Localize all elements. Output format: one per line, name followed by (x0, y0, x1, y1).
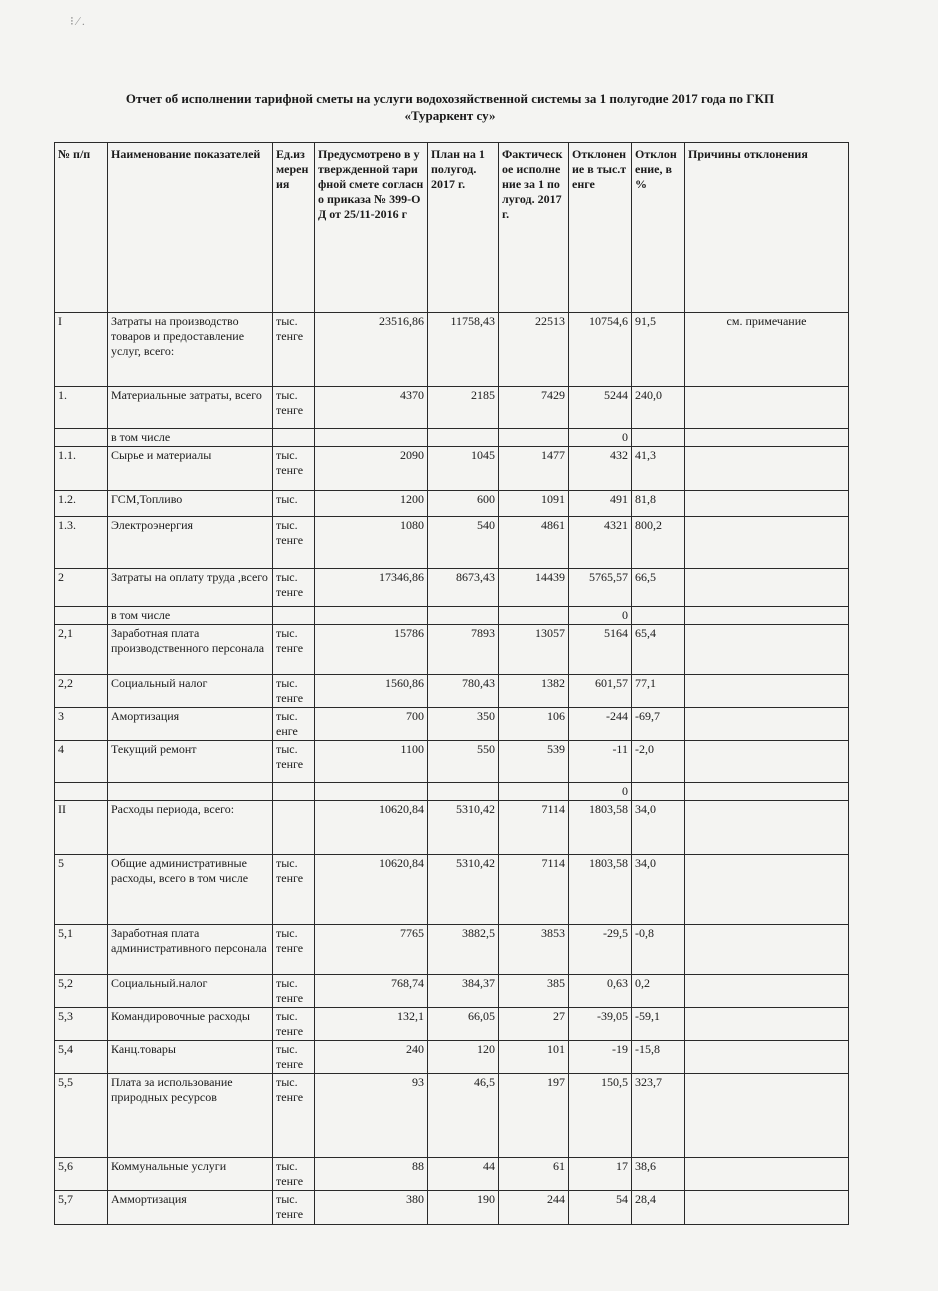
row-plan: 780,43 (428, 675, 499, 708)
row-deviation-abs: -39,05 (569, 1008, 632, 1041)
row-deviation-pct: 34,0 (632, 801, 685, 855)
row-plan (428, 429, 499, 447)
row-unit: тыс. тенге (273, 1158, 315, 1191)
row-plan: 8673,43 (428, 569, 499, 607)
row-plan: 2185 (428, 387, 499, 429)
row-deviation-abs: 1803,58 (569, 801, 632, 855)
row-deviation-pct: -2,0 (632, 741, 685, 783)
row-reason (685, 741, 849, 783)
row-name: Социальный.налог (108, 975, 273, 1008)
row-plan: 5310,42 (428, 801, 499, 855)
row-plan: 1045 (428, 447, 499, 491)
row-unit: тыс. тенге (273, 741, 315, 783)
row-no: 1.2. (55, 491, 108, 517)
row-plan: 190 (428, 1191, 499, 1225)
table-row (55, 855, 849, 925)
row-no: 5,3 (55, 1008, 108, 1041)
row-no: 5,2 (55, 975, 108, 1008)
row-no: 5,6 (55, 1158, 108, 1191)
row-name: Канц.товары (108, 1041, 273, 1074)
row-name: Амортизация (108, 708, 273, 741)
row-name: Заработная плата административного персонала (108, 925, 273, 975)
row-reason (685, 491, 849, 517)
row-no: 3 (55, 708, 108, 741)
row-deviation-abs: 491 (569, 491, 632, 517)
row-name: Социальный налог (108, 675, 273, 708)
row-name: ГСМ,Топливо (108, 491, 273, 517)
row-planned: 23516,86 (315, 313, 428, 387)
row-reason (685, 975, 849, 1008)
row-name: Общие административные расходы, всего в том числе (108, 855, 273, 925)
row-unit (273, 801, 315, 855)
row-deviation-pct: -15,8 (632, 1041, 685, 1074)
row-unit: тыс. тенге (273, 313, 315, 387)
row-actual: 1091 (499, 491, 569, 517)
row-deviation-pct: 41,3 (632, 447, 685, 491)
row-planned: 1080 (315, 517, 428, 569)
row-deviation-pct: 800,2 (632, 517, 685, 569)
table-row (55, 625, 849, 675)
table-row (55, 313, 849, 387)
row-deviation-abs: -19 (569, 1041, 632, 1074)
table-row (55, 1041, 849, 1074)
row-actual: 22513 (499, 313, 569, 387)
row-plan: 66,05 (428, 1008, 499, 1041)
table-row (55, 801, 849, 855)
row-unit: тыс. тенге (273, 1191, 315, 1225)
row-name: Расходы периода, всего: (108, 801, 273, 855)
row-name: в том числе (108, 429, 273, 447)
header-deviation-abs: Отклонение в тыс.тенге (569, 143, 632, 313)
row-actual: 1477 (499, 447, 569, 491)
row-planned: 10620,84 (315, 855, 428, 925)
row-deviation-abs: 150,5 (569, 1074, 632, 1158)
row-no: 1.1. (55, 447, 108, 491)
row-plan: 600 (428, 491, 499, 517)
row-name: Электроэнергия (108, 517, 273, 569)
row-unit (273, 429, 315, 447)
row-planned: 1200 (315, 491, 428, 517)
row-plan: 540 (428, 517, 499, 569)
row-actual: 4861 (499, 517, 569, 569)
row-actual: 101 (499, 1041, 569, 1074)
row-reason (685, 675, 849, 708)
row-deviation-pct: 65,4 (632, 625, 685, 675)
row-deviation-pct: -59,1 (632, 1008, 685, 1041)
tariff-report-table (54, 142, 849, 1225)
row-name: Материальные затраты, всего (108, 387, 273, 429)
row-deviation-abs: 432 (569, 447, 632, 491)
row-unit: тыс. тенге (273, 387, 315, 429)
row-unit: тыс. тенге (273, 625, 315, 675)
row-plan: 550 (428, 741, 499, 783)
row-planned: 4370 (315, 387, 428, 429)
row-deviation-pct: 91,5 (632, 313, 685, 387)
row-plan (428, 607, 499, 625)
row-deviation-pct: 28,4 (632, 1191, 685, 1225)
row-actual: 244 (499, 1191, 569, 1225)
row-deviation-pct: 81,8 (632, 491, 685, 517)
row-plan: 46,5 (428, 1074, 499, 1158)
table-row (55, 1191, 849, 1225)
row-deviation-pct: -69,7 (632, 708, 685, 741)
table-row (55, 975, 849, 1008)
row-plan: 3882,5 (428, 925, 499, 975)
row-deviation-pct: 38,6 (632, 1158, 685, 1191)
header-name: Наименование показателей (108, 143, 273, 313)
row-reason (685, 1191, 849, 1225)
row-deviation-abs: 0 (569, 783, 632, 801)
header-unit: Ед.измерения (273, 143, 315, 313)
row-plan: 7893 (428, 625, 499, 675)
row-actual: 385 (499, 975, 569, 1008)
row-planned: 240 (315, 1041, 428, 1074)
row-planned (315, 783, 428, 801)
row-planned (315, 429, 428, 447)
row-reason (685, 387, 849, 429)
row-deviation-pct: 66,5 (632, 569, 685, 607)
row-deviation-pct (632, 607, 685, 625)
row-deviation-abs: 601,57 (569, 675, 632, 708)
header-planned: Предусмотрено в утвержденной тарифной смете согласно приказа № 399-ОД от 25/11-2016 г (315, 143, 428, 313)
row-actual: 106 (499, 708, 569, 741)
row-unit: тыс. тенге (273, 1041, 315, 1074)
row-planned: 88 (315, 1158, 428, 1191)
row-planned: 380 (315, 1191, 428, 1225)
row-reason (685, 783, 849, 801)
row-deviation-abs: 10754,6 (569, 313, 632, 387)
row-no (55, 607, 108, 625)
table-row (55, 447, 849, 491)
table-row (55, 429, 849, 447)
row-planned: 132,1 (315, 1008, 428, 1041)
row-no: 4 (55, 741, 108, 783)
row-planned: 15786 (315, 625, 428, 675)
row-unit (273, 783, 315, 801)
row-deviation-abs: 54 (569, 1191, 632, 1225)
row-reason (685, 1158, 849, 1191)
header-deviation-pct: Отклонение, в % (632, 143, 685, 313)
row-reason (685, 801, 849, 855)
row-reason: см. примечание (685, 313, 849, 387)
row-actual: 13057 (499, 625, 569, 675)
row-actual: 197 (499, 1074, 569, 1158)
row-planned: 17346,86 (315, 569, 428, 607)
row-reason (685, 855, 849, 925)
row-deviation-abs: 5244 (569, 387, 632, 429)
row-name: Заработная плата производственного персонала (108, 625, 273, 675)
row-actual: 3853 (499, 925, 569, 975)
row-deviation-pct: 34,0 (632, 855, 685, 925)
row-name (108, 783, 273, 801)
row-planned: 1560,86 (315, 675, 428, 708)
row-actual: 7114 (499, 855, 569, 925)
table-row (55, 517, 849, 569)
row-name: Сырье и материалы (108, 447, 273, 491)
row-unit: тыс. тенге (273, 855, 315, 925)
row-reason (685, 1041, 849, 1074)
row-actual: 27 (499, 1008, 569, 1041)
row-deviation-pct: 0,2 (632, 975, 685, 1008)
row-planned: 2090 (315, 447, 428, 491)
row-planned: 1100 (315, 741, 428, 783)
row-no: 1. (55, 387, 108, 429)
row-plan: 350 (428, 708, 499, 741)
row-plan: 5310,42 (428, 855, 499, 925)
row-no: 5,5 (55, 1074, 108, 1158)
row-deviation-abs: 0,63 (569, 975, 632, 1008)
table-row (55, 783, 849, 801)
row-reason (685, 447, 849, 491)
row-unit: тыс. тенге (273, 517, 315, 569)
row-actual (499, 607, 569, 625)
row-planned: 93 (315, 1074, 428, 1158)
row-no: II (55, 801, 108, 855)
table-row (55, 708, 849, 741)
row-deviation-pct: -0,8 (632, 925, 685, 975)
row-actual: 14439 (499, 569, 569, 607)
row-unit: тыс. тенге (273, 975, 315, 1008)
row-planned: 700 (315, 708, 428, 741)
row-name: в том числе (108, 607, 273, 625)
row-deviation-abs: 0 (569, 429, 632, 447)
row-no: 2 (55, 569, 108, 607)
table-row (55, 675, 849, 708)
row-reason (685, 569, 849, 607)
row-no: I (55, 313, 108, 387)
row-no (55, 429, 108, 447)
row-reason (685, 1074, 849, 1158)
row-actual: 1382 (499, 675, 569, 708)
row-no: 2,2 (55, 675, 108, 708)
row-reason (685, 429, 849, 447)
row-reason (685, 925, 849, 975)
row-plan: 384,37 (428, 975, 499, 1008)
table-row (55, 387, 849, 429)
header-no: № п/п (55, 143, 108, 313)
row-actual: 61 (499, 1158, 569, 1191)
row-deviation-abs: 1803,58 (569, 855, 632, 925)
header-plan-half: План на 1 полугод. 2017 г. (428, 143, 499, 313)
row-deviation-abs: 0 (569, 607, 632, 625)
row-name: Затраты на оплату труда ,всего (108, 569, 273, 607)
table-row (55, 1074, 849, 1158)
table-row (55, 491, 849, 517)
row-name: Аммортизация (108, 1191, 273, 1225)
row-unit: тыс. енге (273, 708, 315, 741)
row-name: Текущий ремонт (108, 741, 273, 783)
table-row (55, 569, 849, 607)
row-reason (685, 708, 849, 741)
row-unit: тыс. тенге (273, 569, 315, 607)
row-deviation-abs: 4321 (569, 517, 632, 569)
row-deviation-abs: 5164 (569, 625, 632, 675)
row-no (55, 783, 108, 801)
row-planned: 768,74 (315, 975, 428, 1008)
header-reason: Причины отклонения (685, 143, 849, 313)
row-unit: тыс. тенге (273, 675, 315, 708)
row-deviation-abs: -11 (569, 741, 632, 783)
scan-artifact: ⁝ ∕ . (70, 14, 85, 28)
row-plan (428, 783, 499, 801)
table-header-row (55, 143, 849, 313)
row-actual (499, 429, 569, 447)
report-title-line1: Отчет об исполнении тарифной сметы на услуги водохозяйственной системы за 1 полугодие 2017 года по ГКП (125, 91, 775, 106)
table-row (55, 607, 849, 625)
row-name: Плата за использование природных ресурсов (108, 1074, 273, 1158)
row-reason (685, 1008, 849, 1041)
row-reason (685, 517, 849, 569)
row-name: Коммунальные услуги (108, 1158, 273, 1191)
table-row (55, 925, 849, 975)
row-deviation-abs: -29,5 (569, 925, 632, 975)
row-unit: тыс. тенге (273, 447, 315, 491)
row-plan: 11758,43 (428, 313, 499, 387)
row-unit: тыс. (273, 491, 315, 517)
row-no: 5,4 (55, 1041, 108, 1074)
row-deviation-pct (632, 783, 685, 801)
header-actual: Фактическое исполнение за 1 полугод. 2017г. (499, 143, 569, 313)
row-reason (685, 607, 849, 625)
row-actual (499, 783, 569, 801)
row-deviation-pct (632, 429, 685, 447)
row-unit: тыс. тенге (273, 1074, 315, 1158)
row-deviation-abs: -244 (569, 708, 632, 741)
row-deviation-pct: 77,1 (632, 675, 685, 708)
row-deviation-abs: 5765,57 (569, 569, 632, 607)
table-row (55, 741, 849, 783)
row-planned (315, 607, 428, 625)
row-no: 5,7 (55, 1191, 108, 1225)
row-actual: 7114 (499, 801, 569, 855)
report-title (60, 90, 840, 124)
row-unit: тыс. тенге (273, 925, 315, 975)
row-deviation-abs: 17 (569, 1158, 632, 1191)
row-actual: 7429 (499, 387, 569, 429)
table-row (55, 1008, 849, 1041)
report-title-line2: «Тураркент су» (404, 108, 496, 123)
table-row (55, 1158, 849, 1191)
row-plan: 120 (428, 1041, 499, 1074)
row-name: Затраты на производство товаров и предоставление услуг, всего: (108, 313, 273, 387)
row-name: Командировочные расходы (108, 1008, 273, 1041)
row-no: 1.3. (55, 517, 108, 569)
row-no: 5 (55, 855, 108, 925)
row-plan: 44 (428, 1158, 499, 1191)
row-unit: тыс. тенге (273, 1008, 315, 1041)
row-actual: 539 (499, 741, 569, 783)
row-deviation-pct: 323,7 (632, 1074, 685, 1158)
row-planned: 7765 (315, 925, 428, 975)
row-no: 2,1 (55, 625, 108, 675)
row-planned: 10620,84 (315, 801, 428, 855)
row-reason (685, 625, 849, 675)
row-unit (273, 607, 315, 625)
row-no: 5,1 (55, 925, 108, 975)
row-deviation-pct: 240,0 (632, 387, 685, 429)
